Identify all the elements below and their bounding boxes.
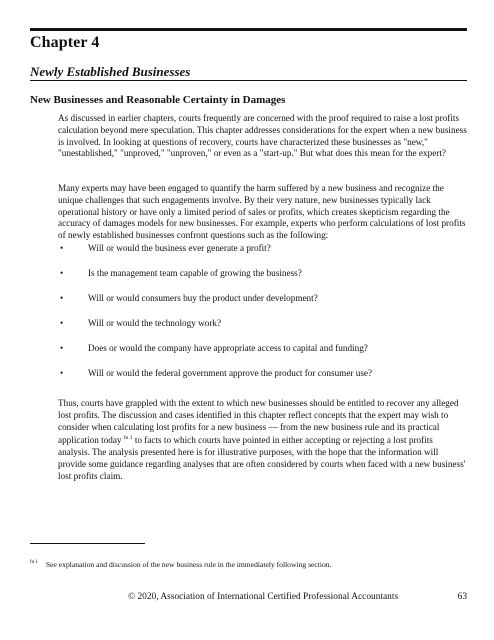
list-item-text: Will or would the federal government approve the product for consumer use? bbox=[88, 368, 373, 378]
list-item bbox=[60, 343, 460, 355]
paragraph-3-before: Thus, courts have grappled with the extent to which new businesses should be entitled to recover any alleged lost profits. The discussion and cases identified in this chapter reflect concepts that the expert may wish to consider when calculating lost profits for a new business — from the new business rule and its practical application today bbox=[58, 398, 459, 446]
chapter-label: Chapter 4 bbox=[30, 34, 100, 51]
footnote-text: See explanation and discussion of the new business rule in the immediately following section. bbox=[45, 560, 332, 569]
list-item bbox=[60, 293, 460, 305]
paragraph-1 bbox=[58, 113, 467, 160]
list-item bbox=[60, 318, 460, 330]
paragraph-3-text bbox=[58, 398, 467, 483]
section-title: Newly Established Businesses bbox=[30, 64, 191, 79]
paragraph-2-text: Many experts may have been engaged to quantify the harm suffered by a new business and recognize the unique challenges that such engagements involve. By their very nature, new businesses typically lack operational history or have only a limited period of sales or profits, which creates skepticism regarding the accuracy of damages models for new businesses. For example, experts who perform calculations of lost profits of newly established businesses confront questions such as the following: bbox=[58, 183, 466, 241]
copyright-notice: © 2020, Association of International Certified Professional Accountants bbox=[128, 592, 399, 602]
subsection-title: New Businesses and Reasonable Certainty in Damages bbox=[30, 94, 286, 106]
bullet-icon: • bbox=[60, 318, 64, 328]
bullet-icon: • bbox=[60, 343, 64, 353]
page-number: 63 bbox=[457, 592, 467, 602]
footnote-rule bbox=[30, 543, 145, 544]
list-item-text: Will or would the business ever generate a profit? bbox=[88, 243, 271, 253]
footnote bbox=[30, 560, 331, 569]
footnote-mark: fn 1 bbox=[30, 560, 38, 566]
list-item-text: Will or would the technology work? bbox=[88, 318, 222, 328]
bullet-icon: • bbox=[60, 243, 64, 253]
list-item bbox=[60, 243, 460, 255]
paragraph-3-after: to facts to which courts have pointed in either accepting or rejecting a lost profits analysis. The analysis presented here is for illustrative purposes, with the hope that the information will provide some guidance regarding analyses that are often considered by courts when faced with a new business' lost profits claim. bbox=[58, 435, 466, 481]
list-item bbox=[60, 268, 460, 280]
list-item bbox=[60, 368, 460, 380]
list-item-text: Does or would the company have appropriate access to capital and funding? bbox=[88, 343, 368, 353]
list-item-text: Will or would consumers buy the product under development? bbox=[88, 293, 318, 303]
paragraph-3 bbox=[58, 398, 467, 483]
bullet-icon: • bbox=[60, 293, 64, 303]
section-rule bbox=[30, 80, 467, 81]
list-item-text: Is the management team capable of growing the business? bbox=[88, 268, 302, 278]
top-rule bbox=[30, 28, 467, 31]
footnote-reference[interactable]: fn 1 bbox=[123, 435, 133, 442]
paragraph-1-text: As discussed in earlier chapters, courts frequently are concerned with the proof required to raise a lost profits calculation beyond mere speculation. This chapter addresses considerations for the expert when a new business is involved. In looking at questions of recovery, courts have characterized these businesses as "new," "unestablished," "unproved," "unproven," or even as a "start-up." But what does this mean for the expert? bbox=[58, 113, 467, 159]
paragraph-2 bbox=[58, 183, 467, 242]
bullet-icon: • bbox=[60, 368, 64, 378]
bullet-icon: • bbox=[60, 268, 64, 278]
